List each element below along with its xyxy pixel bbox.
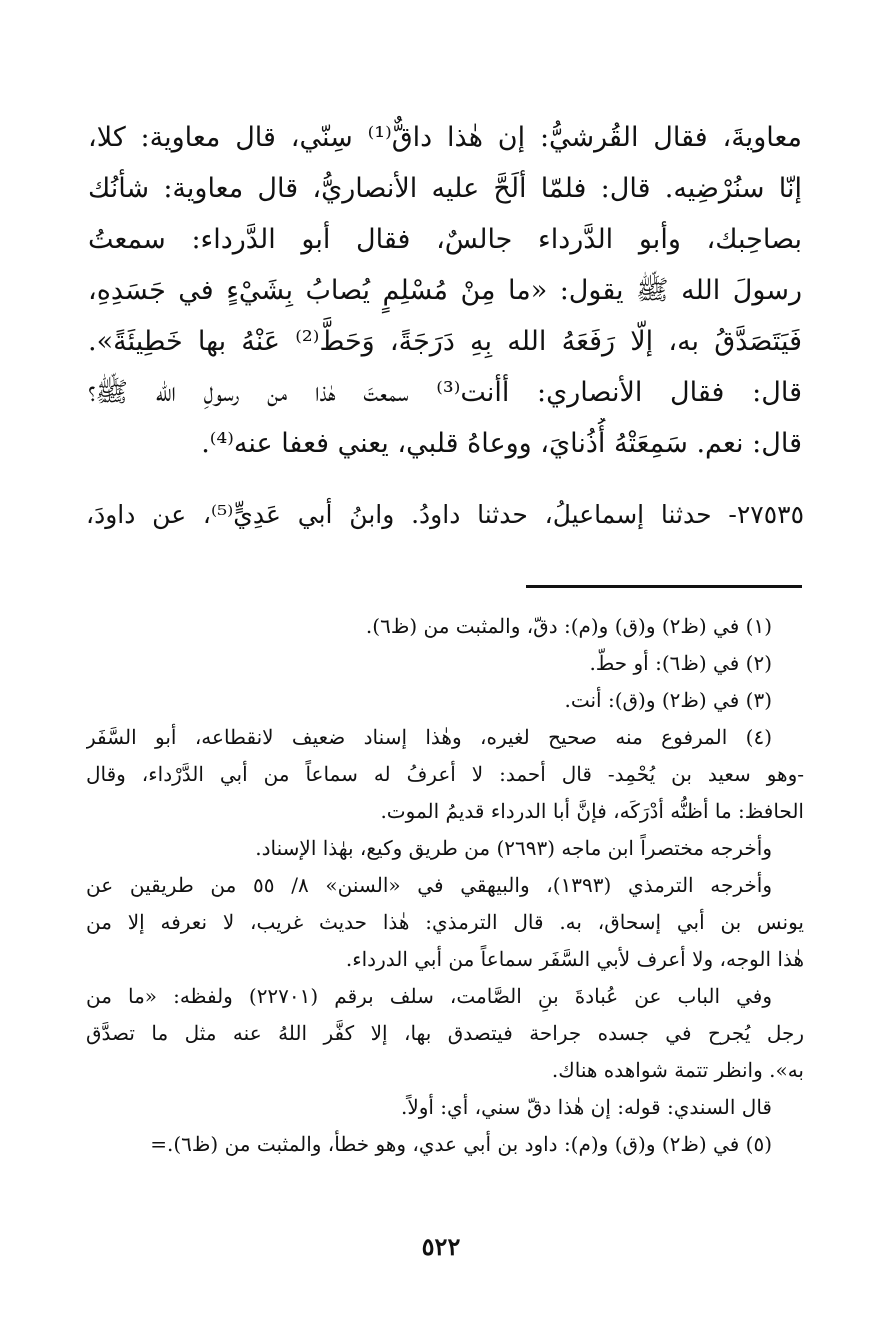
footnote-line: رجل يُجرح في جسده جراحة فيتصدق بها، إلا كفَّر اللهُ عنه مثل ما تصدَّق [86, 1021, 804, 1045]
footnote-line: (٢) في (ظ٦): أو حطّ. [589, 651, 772, 675]
footnote-line: (٤) المرفوع منه صحيح لغيره، وهٰذا إسناد ضعيف لانقطاعه، أبو السَّفَر [86, 725, 772, 749]
text-line: قال: نعم. سَمِعَتْهُ أُذُنايَ، ووعاهُ قلبي، يعني فعفا عنه⁽⁴⁾. [201, 428, 802, 459]
text-line: إنّا سنُرْضِيه. قال: فلمّا ألَحَّ عليه الأنصاريُّ، قال معاوية: شأنُك [88, 173, 802, 204]
text-line: رسولَ الله ﷺ يقول: «ما مِنْ مُسْلِمٍ يُصابُ بِشَيْءٍ في جَسَدِهِ، [88, 275, 802, 306]
footnote-line: (١) في (ظ٢) و(ق) و(م): دقّ، والمثبت من (ظ٦). [365, 614, 772, 638]
text-line: بصاحِبك، وأبو الدَّرداء جالسٌ، فقال أبو الدَّرداء: سمعتُ [88, 224, 802, 255]
hadith-chain-line: ٢٧٥٣٥- حدثنا إسماعيلُ، حدثنا داودُ. وابنُ أبي عَدِيٍّ⁽⁵⁾، عن داودَ، [86, 500, 804, 529]
text-line: قال: فقال الأنصاري: أأنت⁽³⁾ سمعتَ هٰذا من رسولِ الله ﷺ؟ [88, 377, 802, 408]
footnote-line: (٥) في (ظ٢) و(ق) و(م): داود بن أبي عدي، وهو خطأ، والمثبت من (ظ٦).= [150, 1132, 772, 1156]
footnote-line: به». وانظر تتمة شواهده هناك. [551, 1058, 804, 1082]
text-line: معاويةَ، فقال القُرشيُّ: إن هٰذا داقٌّ⁽¹⁾ سِنّي، قال معاوية: كلا، [88, 122, 802, 153]
footnote-line: الحافظ: ما أظنُّه أدْرَكَه، فإنَّ أبا الدرداء قديمُ الموت. [380, 799, 804, 823]
footnote-line: -وهو سعيد بن يُحْمِد- قال أحمد: لا أعرفُ له سماعاً من أبي الدَّرْداء، وقال [86, 762, 804, 786]
footnotes [86, 608, 804, 1163]
footnote-line: وأخرجه الترمذي (١٣٩٣)، والبيهقي في «السنن» ٨/ ٥٥ من طريقين عن [86, 873, 772, 897]
footnote-line: قال السندي: قوله: إن هٰذا دقّ سني، أي: أولاً. [400, 1095, 772, 1119]
footnote-line: هٰذا الوجه، ولا أعرف لأبي السَّفَر سماعاً من أبي الدرداء. [345, 947, 804, 971]
page-number: ٥٢٢ [421, 1232, 461, 1261]
footnote-line: وفي الباب عن عُبادةَ بنِ الصَّامت، سلف برقم (٢٢٧٠١) ولفظه: «ما من [86, 984, 772, 1008]
footnote-line: وأخرجه مختصراً ابن ماجه (٢٦٩٣) من طريق وكيع، بهٰذا الإسناد. [255, 836, 772, 860]
footnote-separator [526, 585, 802, 588]
footnote-line: يونس بن أبي إسحاق، به. قال الترمذي: هٰذا حديث غريب، لا نعرفه إلا من [86, 910, 804, 934]
main-text [88, 112, 802, 469]
text-line: فَيَتَصَدَّقُ به، إلّا رَفَعَهُ الله بِهِ دَرَجَةً، وَحَطَّ⁽²⁾ عَنْهُ بها خَطِيئَةً». [88, 326, 802, 357]
footnote-line: (٣) في (ظ٢) و(ق): أنت. [564, 688, 772, 712]
